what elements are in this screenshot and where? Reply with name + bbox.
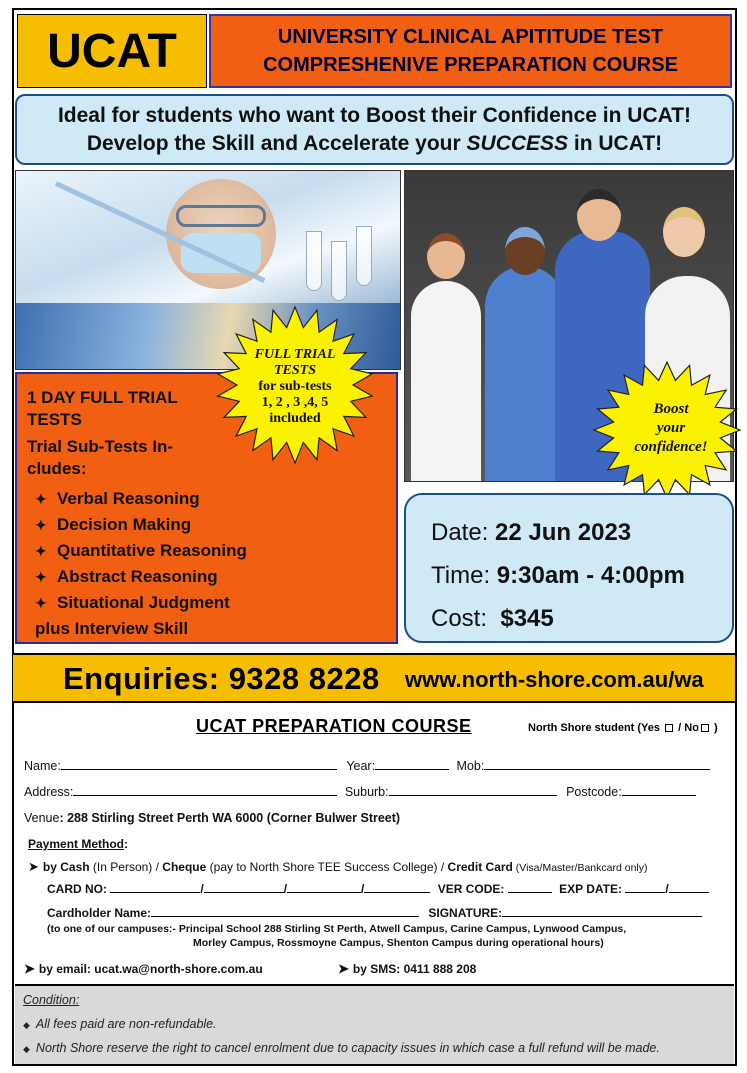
cardholder-field[interactable] xyxy=(151,905,419,917)
venue-row xyxy=(24,811,400,825)
trial-tests-title: 1 DAY FULL TRIAL TESTS xyxy=(27,388,178,429)
cost-value: $345 xyxy=(500,605,554,632)
tagline-line2-pre: Develop the Skill and Accelerate your xyxy=(86,131,467,155)
ver-code-label: VER CODE: xyxy=(437,882,505,896)
time-row xyxy=(431,558,685,594)
event-details-box xyxy=(404,493,734,643)
burst2-line3: confidence! xyxy=(634,439,708,455)
trial-tests-subtitle: Trial Sub-Tests In-cludes: xyxy=(27,437,174,478)
payment-method-heading xyxy=(28,837,128,851)
payment-method-label: Payment Method xyxy=(28,837,125,851)
tagline-line2 xyxy=(17,130,732,158)
suburb-label: Suburb: xyxy=(344,785,389,799)
list-item xyxy=(35,590,247,616)
course-title-line2: COMPRESHENIVE PREPARATION COURSE xyxy=(263,54,678,76)
cardholder-row xyxy=(47,905,702,920)
card-no-label: CARD NO: xyxy=(47,882,107,896)
in-person-note: (In Person) / xyxy=(89,860,163,874)
signature-field[interactable] xyxy=(502,905,702,917)
by-cash-label: by Cash xyxy=(42,860,90,874)
interview-skill-note: plus Interview Skill xyxy=(35,619,189,638)
burst2-line1: Boost xyxy=(653,401,689,417)
enquiries-bar xyxy=(13,653,735,703)
address-field[interactable] xyxy=(73,784,337,796)
burst1-line4: 1, 2 , 3 ,4, 5 xyxy=(261,395,329,410)
campus-line-1: (to one of our campuses:- Principal School 288 Stirling St Perth, Atwell Campus, Carine Campus, Lynwood Campus, xyxy=(47,923,627,935)
sub-test-label: Quantitative Reasoning xyxy=(57,541,247,560)
signature-label: SIGNATURE: xyxy=(428,906,503,920)
sub-test-label: Verbal Reasoning xyxy=(57,489,200,508)
burst1-line1: FULL TRIAL xyxy=(254,347,336,362)
full-trial-starburst-text xyxy=(245,347,345,427)
tagline-line1: Ideal for students who want to Boost their Confidence in UCAT! xyxy=(57,103,692,127)
arrow-right-icon: ➤ xyxy=(28,859,39,874)
burst2-line2: your xyxy=(656,420,686,436)
tagline-line2-post: in UCAT! xyxy=(568,131,663,155)
mob-label: Mob: xyxy=(456,759,485,773)
exp-year-field[interactable] xyxy=(669,881,709,893)
tagline-line2-emphasis: SUCCESS xyxy=(466,131,569,155)
card-no-field-1[interactable] xyxy=(110,881,200,893)
list-item xyxy=(35,564,247,590)
diamond-bullet-icon: ◆ xyxy=(23,1044,30,1054)
conditions-box xyxy=(15,984,734,1064)
email-row xyxy=(24,961,263,977)
no-checkbox[interactable] xyxy=(701,724,709,732)
year-label: Year: xyxy=(346,759,376,773)
card-no-field-3[interactable] xyxy=(287,881,361,893)
list-item xyxy=(35,512,247,538)
sms-row xyxy=(338,961,476,977)
address-label: Address: xyxy=(24,785,74,799)
student-no-label: / No xyxy=(678,722,699,734)
burst1-line3: for sub-tests xyxy=(258,379,332,394)
sparkle-bullet-icon: ✦ xyxy=(35,543,47,559)
sparkle-bullet-icon: ✦ xyxy=(35,569,47,585)
student-label: North Shore student (Yes xyxy=(528,722,661,734)
tagline-box xyxy=(15,94,734,165)
sub-test-label: Situational Judgment xyxy=(57,593,230,612)
burst1-line5: included xyxy=(269,411,321,426)
sub-tests-list xyxy=(35,486,247,616)
date-label: Date: xyxy=(431,519,489,546)
name-label: Name: xyxy=(24,759,61,773)
email-value[interactable]: ucat.wa@north-shore.com.au xyxy=(94,962,263,976)
exp-month-field[interactable] xyxy=(625,881,665,893)
email-label: by email: xyxy=(38,962,95,976)
year-field[interactable] xyxy=(375,758,449,770)
suburb-field[interactable] xyxy=(389,784,557,796)
ver-code-field[interactable] xyxy=(508,881,552,893)
time-label: Time: xyxy=(431,562,491,589)
mob-field[interactable] xyxy=(484,758,710,770)
campus-line-2: Morley Campus, Rossmoyne Campus, Shenton Campus during operational hours) xyxy=(193,937,604,949)
sparkle-bullet-icon: ✦ xyxy=(35,595,47,611)
cardholder-label: Cardholder Name: xyxy=(47,906,152,920)
arrow-right-icon: ➤ xyxy=(24,961,35,976)
date-row xyxy=(431,515,631,551)
postcode-field[interactable] xyxy=(622,784,696,796)
cheque-note: (pay to North Shore TEE Success College) / xyxy=(206,860,448,874)
enquiries-phone[interactable]: Enquiries: 9328 8228 xyxy=(63,661,380,696)
sparkle-bullet-icon: ✦ xyxy=(35,491,47,507)
cost-row xyxy=(431,601,554,637)
card-no-field-4[interactable] xyxy=(364,881,430,893)
sparkle-bullet-icon: ✦ xyxy=(35,517,47,533)
address-row xyxy=(24,784,696,799)
condition-text: All fees paid are non-refundable. xyxy=(35,1017,217,1031)
name-field[interactable] xyxy=(61,758,337,770)
course-title-box xyxy=(209,14,732,88)
name-row xyxy=(24,758,710,773)
sub-test-label: Decision Making xyxy=(57,515,192,534)
exp-date-label: EXP DATE: xyxy=(559,882,622,896)
card-types-note: (Visa/Master/Bankcard only) xyxy=(512,862,648,874)
date-value: 22 Jun 2023 xyxy=(495,519,632,546)
course-title-line1: UNIVERSITY CLINICAL APITITUDE TEST xyxy=(277,26,664,48)
arrow-right-icon: ➤ xyxy=(338,961,349,976)
student-close: ) xyxy=(714,722,718,734)
burst1-line2: TESTS xyxy=(273,363,316,378)
boost-starburst-text xyxy=(622,400,720,457)
conditions-title: Condition: xyxy=(23,993,80,1007)
card-details-row: CARD NO: / / / VER CODE: EXP DATE: / xyxy=(47,881,709,896)
venue-value: : 288 Stirling Street Perth WA 6000 (Corner Bulwer Street) xyxy=(59,811,401,825)
card-no-field-2[interactable] xyxy=(204,881,284,893)
condition-item xyxy=(23,1041,660,1055)
ucat-logo-box xyxy=(17,14,207,88)
time-value: 9:30am - 4:00pm xyxy=(496,562,685,589)
yes-checkbox[interactable] xyxy=(665,724,673,732)
diamond-bullet-icon: ◆ xyxy=(23,1020,30,1030)
north-shore-student-question xyxy=(528,722,718,734)
venue-label: Venue xyxy=(24,811,60,825)
credit-card-label: Credit Card xyxy=(447,860,513,874)
payment-method-colon: : xyxy=(124,837,129,851)
sms-value[interactable]: 0411 888 208 xyxy=(403,962,477,976)
list-item xyxy=(35,538,247,564)
cheque-label: Cheque xyxy=(162,860,207,874)
list-item xyxy=(35,486,247,512)
form-title: UCAT PREPARATION COURSE xyxy=(196,716,472,736)
ucat-logo-text: UCAT xyxy=(47,24,177,78)
condition-item xyxy=(23,1017,217,1031)
website-link[interactable]: www.north-shore.com.au/wa xyxy=(405,667,704,692)
cost-label: Cost: xyxy=(431,605,488,632)
sub-test-label: Abstract Reasoning xyxy=(57,567,218,586)
payment-options-row xyxy=(28,859,647,875)
postcode-label: Postcode: xyxy=(566,785,622,799)
condition-text: North Shore reserve the right to cancel enrolment due to capacity issues in which case a full refund will be made. xyxy=(35,1041,660,1055)
sms-label: by SMS: xyxy=(352,962,404,976)
